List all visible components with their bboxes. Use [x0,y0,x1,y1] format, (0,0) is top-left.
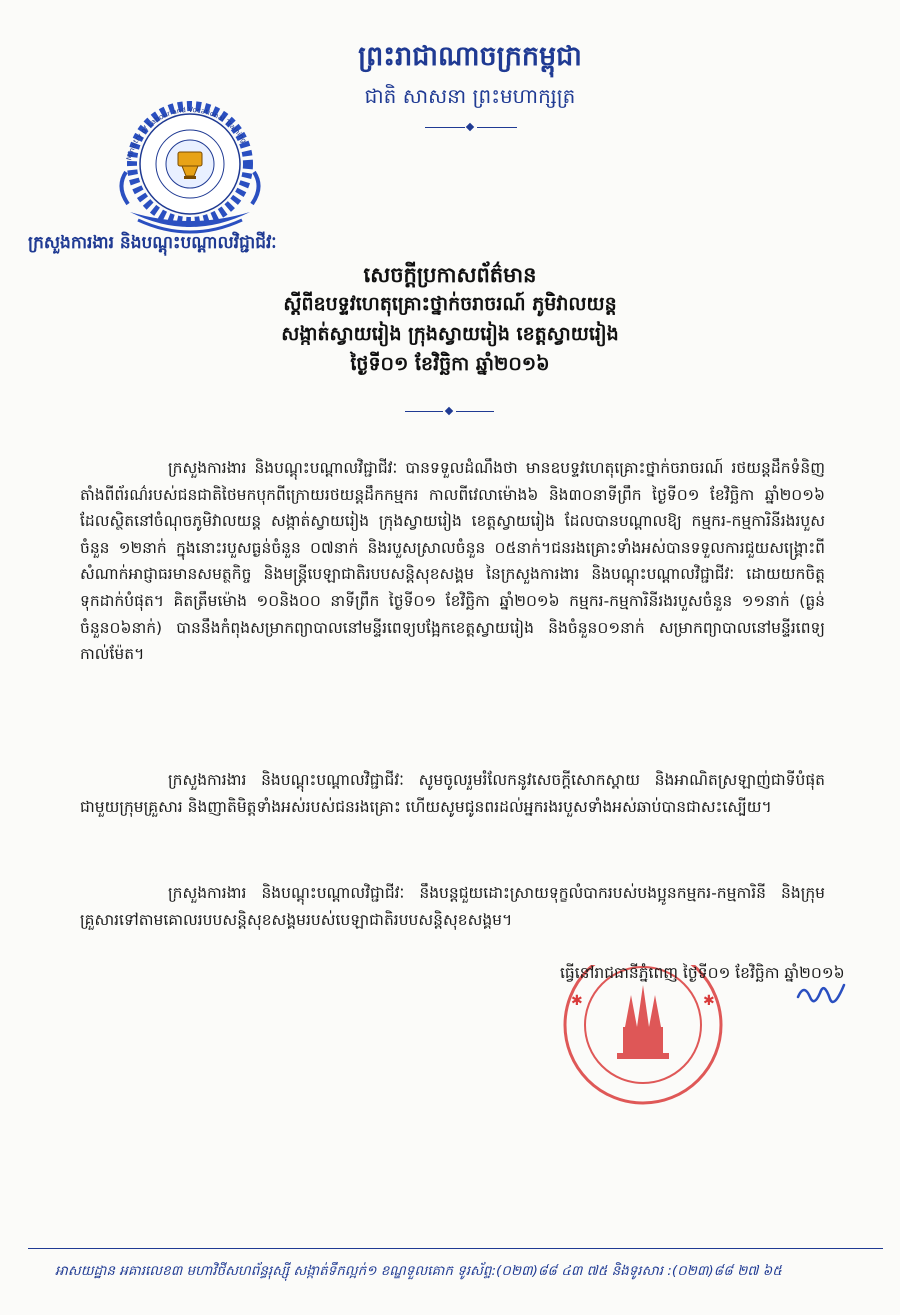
ministry-name: ក្រសួងការងារ និងបណ្តុះបណ្តាលវិជ្ជាជីវៈ [28,233,277,253]
document-subtitle-1: ស្តីពីឧបទ្ទវហេតុគ្រោះថ្នាក់ចរាចរណ៍ ភូមិវាលយន្ត [283,293,617,315]
body-paragraph-2: ក្រសួងការងារ និងបណ្តុះបណ្តាលវិជ្ជាជីវៈ សូមចូលរួមរំលែកនូវសេចក្តីសោកស្តាយ និងអាណិតស្រឡាញ់ជាទីបំផុតជាមួយក្រុមគ្រួសារ និងញាតិមិត្តទាំងអស់របស់ជនរងគ្រោះ ហើយសូមជូនពរដល់អ្នករងរបួសទាំងអស់ឆាប់បានជាសះស្បើយ។ [80,771,825,816]
body-paragraph-3: ក្រសួងការងារ និងបណ្តុះបណ្តាលវិជ្ជាជីវៈ នឹងបន្តជួយដោះស្រាយទុក្ខលំបាករបស់បងប្អូនកម្មករ-កម្មការិនី និងក្រុមគ្រួសារទៅតាមគោលរបបសន្តិសុខសង្គមរបស់បេឡាជាតិរបបសន្តិសុខសង្គម។ [80,884,825,929]
signature-icon [790,975,850,1015]
logo-caption: Ministry of Labour and Vocational Training [125,105,249,162]
document-date-title: ថ្ងៃទី០១ ខែវិច្ឆិកា ឆ្នាំ២០១៦ [350,353,550,375]
issued-date-line: ធ្វើនៅរាជធានីភ្នំពេញ ថ្ងៃទី០១ ខែវិច្ឆិកា ឆ្នាំ២០១៦ [560,964,845,982]
official-stamp-icon [525,965,765,1115]
body-paragraph-1: ក្រសួងការងារ និងបណ្តុះបណ្តាលវិជ្ជាជីវៈ បានទទួលដំណឹងថា មានឧបទ្ទវហេតុគ្រោះថ្នាក់ចរាចរណ៍ រថយន្តដឹកទំនិញតាំងពីព័រណ៌របស់ជនជាតិថៃមកបុកពីក្រោយរថយន្តដឹកកម្មករ កាលពីវេលាម៉ោង៦ និង៣០នាទីព្រឹក ថ្ងៃទី០១ ខែវិច្ឆិកា ឆ្នាំ២០១៦ ដែលស្ថិតនៅចំណុចភូមិវាលយន្ត សង្កាត់ស្វាយរៀង ក្រុងស្វាយរៀង ខេត្តស្វាយរៀង ដែលបានបណ្តាលឱ្យ កម្មករ-កម្មការិនីរងរបួសចំនួន ១២នាក់ ក្នុងនោះរបួសធ្ងន់ចំនួន ០៧នាក់ និងរបួសស្រាលចំនួន ០៥នាក់។ជនរងគ្រោះទាំងអស់បានទទួលការជួយសង្គ្រោះពីសំណាក់អាជ្ញាធរមានសមត្ថកិច្ច និងមន្ត្រីបេឡាជាតិរបបសន្តិសុខសង្គម នៃក្រសួងការងារ និងបណ្តុះបណ្តាលវិជ្ជាជីវៈ ដោយយកចិត្តទុកដាក់បំផុត។ គិតត្រឹមម៉ោង ១០និង០០ នាទីព្រឹក ថ្ងៃទី០១ ខែវិច្ឆិកា ឆ្នាំ២០១៦ កម្មករ-កម្មការិនីរងរបួសចំនួន ១១នាក់ (ធ្ងន់ចំនួន០៦នាក់) បាននឹងកំពុងសម្រាកព្យាបាលនៅមន្ទីរពេទ្យបង្អែកខេត្តស្វាយរៀង និងចំនួន០១នាក់ សម្រាកព្យាបាលនៅមន្ទីរពេទ្យកាល់ម៉ែត។ [80,459,825,664]
footer-rule [28,1248,883,1249]
document-title: សេចក្តីប្រកាសព័ត៌មាន [363,263,537,287]
ministry-seal-icon [108,92,273,247]
document-subtitle-2: សង្កាត់ស្វាយរៀង ក្រុងស្វាយរៀង ខេត្តស្វាយរៀង [281,323,619,345]
national-motto: ជាតិ សាសនា ព្រះមហាក្សត្រ [364,84,576,108]
kingdom-heading: ព្រះរាជាណាចក្រកម្ពុជា [358,41,582,72]
svg-text:✱: ✱ [703,993,715,1009]
svg-text:✱: ✱ [571,993,583,1009]
footer-address: អាសយដ្ឋាន អគារលេខ៣ មហាវិថីសហព័ន្ធរុស្ស៊ី សង្កាត់ទឹកល្អក់១ ខណ្ឌទួលគោក ទូរស័ព្ទ:(០២៣)៨៨ ៤៣ ៧៥ និងទូរសារ :(០២៣)៨៨ ២៧ ៦៥ [55,1263,782,1279]
